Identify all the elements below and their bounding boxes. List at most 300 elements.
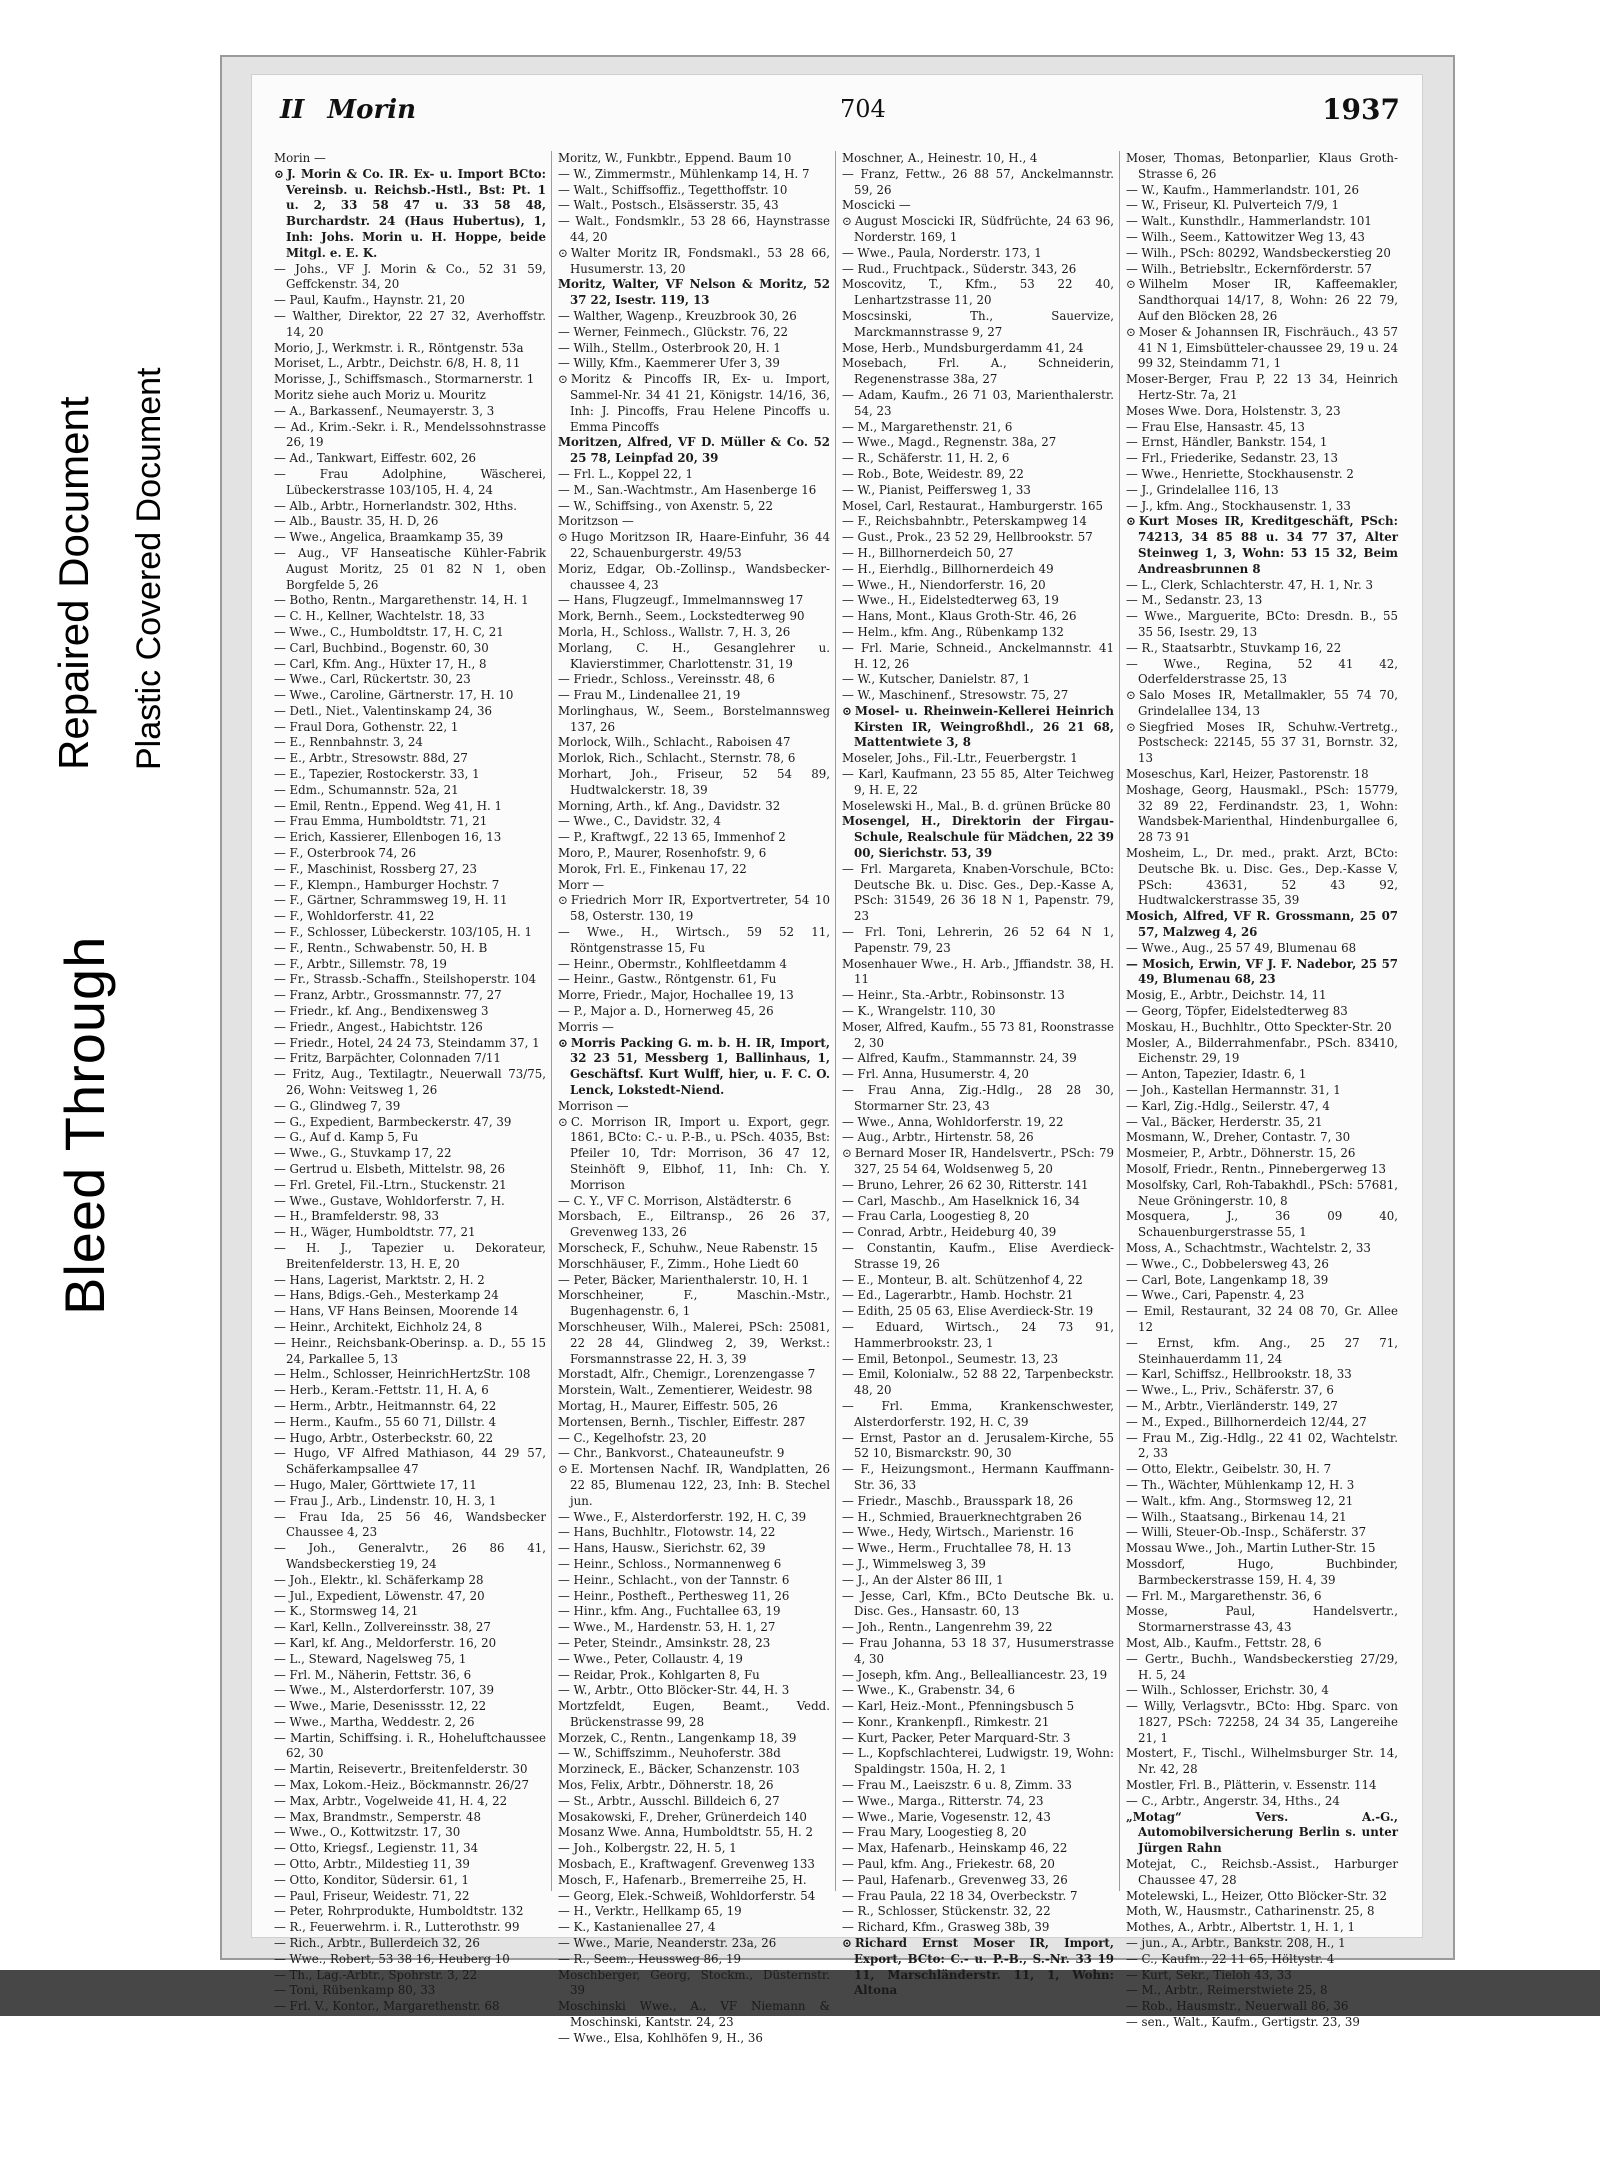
directory-entry (842, 1715, 1114, 1731)
entry-text: — Wwe., Regina, 52 41 42, Oderfelderstrasse 25, 13 (1126, 656, 1398, 687)
company-mark-icon: ⊙ (558, 1462, 568, 1477)
entry-text: — Walt., kfm. Ang., Stormsweg 12, 21 (1126, 1493, 1354, 1508)
directory-entry (1126, 1115, 1398, 1131)
entry-text: Moriz, Edgar, Ob.-Zollinsp., Wandsbecker-chaussee 4, 23 (558, 561, 830, 592)
entry-text: — Walt., Kunsthdlr., Hammerlandstr. 101 (1126, 214, 1372, 229)
entry-text: — Jesse, Carl, Kfm., BCto Deutsche Bk. u. Disc. Ges., Hansastr. 60, 13 (842, 1588, 1114, 1619)
directory-entry (558, 1510, 830, 1526)
entry-text: — F., Arbtr., Sillemstr. 78, 19 (274, 956, 447, 971)
directory-entry (274, 1241, 546, 1273)
entry-text: Moselewski H., Mal., B. d. grünen Brücke 80 (842, 798, 1111, 813)
entry-text: — F., Klempn., Hamburger Hochstr. 7 (274, 877, 500, 892)
directory-entry (842, 420, 1114, 436)
entry-text: — Rud., Fruchtpack., Süderstr. 343, 26 (842, 261, 1077, 276)
directory-entry (842, 309, 1114, 341)
entry-text: — Wwe., Martha, Weddestr. 2, 26 (274, 1714, 475, 1729)
directory-entry (1126, 1746, 1398, 1778)
directory-entry (274, 1810, 546, 1826)
directory-entry (842, 1904, 1114, 1920)
directory-entry (842, 277, 1114, 309)
entry-text: — Edith, 25 05 63, Elise Averdieck-Str. 19 (842, 1304, 1094, 1319)
directory-entry (558, 751, 830, 767)
directory-entry (842, 814, 1114, 861)
directory-entry (558, 1115, 830, 1194)
entry-text: — Wilh., Seem., Kattowitzer Weg 13, 43 (1126, 229, 1365, 244)
entry-text: — Heinr., Obermstr., Kohlfleetdamm 4 (558, 956, 787, 971)
entry-text: Mosel, Carl, Restaurat., Hamburgerstr. 165 (842, 498, 1104, 513)
directory-entry (1126, 435, 1398, 451)
directory-entry (558, 183, 830, 199)
entry-text: — Ernst, kfm. Ang., 25 27 71, Steinhauerdamm 11, 24 (1126, 1335, 1398, 1366)
directory-entry (274, 672, 546, 688)
directory-entry (558, 1762, 830, 1778)
directory-entry (842, 214, 1114, 246)
directory-entry (1126, 1952, 1398, 1968)
entry-text: — Frau M., Laeiszstr. 6 u. 8, Zimm. 33 (842, 1778, 1072, 1793)
entry-text: — Val., Bäcker, Herderstr. 35, 21 (1126, 1114, 1323, 1129)
entry-text: — Paul, Hafenarb., Grevenweg 33, 26 (842, 1872, 1068, 1887)
entry-text: — Wwe., Herm., Fruchtallee 78, H. 13 (842, 1541, 1072, 1556)
directory-entry (274, 735, 546, 751)
entry-text: — Herm., Arbtr., Heitmannstr. 64, 22 (274, 1398, 497, 1413)
entry-text: — Frau Emma, Humboldtstr. 71, 21 (274, 814, 488, 829)
directory-entry (1126, 1036, 1398, 1068)
company-mark-icon: ⊙ (558, 372, 568, 387)
entry-text: — Heinr., Schlacht., von der Tannstr. 6 (558, 1572, 790, 1587)
directory-entry (558, 1367, 830, 1383)
entry-text: — Alfred, Kaufm., Stammannstr. 24, 39 (842, 1051, 1077, 1066)
directory-entry (1126, 1462, 1398, 1478)
directory-entry (558, 372, 830, 435)
entry-text: — Joh., Elektr., kl. Schäferkamp 28 (274, 1572, 484, 1587)
directory-entry (1126, 688, 1398, 720)
entry-text: — H. J., Tapezier u. Dekorateur, Breitenfelderstr. 13, H. E, 20 (274, 1240, 546, 1271)
directory-entry (558, 483, 830, 499)
directory-entry (274, 1162, 546, 1178)
entry-text: — Frl. Marie, Schneid., Anckelmannstr. 41 H. 12, 26 (842, 640, 1114, 671)
entry-text: — M., Arbtr., Vierländerstr. 149, 27 (1126, 1398, 1338, 1413)
entry-text: — Erich, Kassierer, Ellenbogen 16, 13 (274, 830, 502, 845)
entry-text: Morisse, J., Schiffsmasch., Stormarnerstr. 1 (274, 372, 535, 387)
directory-entry (274, 878, 546, 894)
entry-text: Moseschus, Karl, Heizer, Pastorenstr. 18 (1126, 767, 1369, 782)
entry-text: Morhart, Joh., Friseur, 52 54 89, Hudtwalckerstr. 18, 39 (558, 767, 830, 797)
entry-text: — W., Zimmermstr., Mühlenkamp 14, H. 7 (558, 166, 810, 181)
directory-entry (1126, 499, 1398, 515)
directory-entry (274, 751, 546, 767)
entry-text: — Reidar, Prok., Kohlgarten 8, Fu (558, 1667, 760, 1682)
directory-entry (558, 925, 830, 957)
entry-text: — Wwe., Anna, Wohldorferstr. 19, 22 (842, 1114, 1064, 1129)
directory-entry (274, 1225, 546, 1241)
directory-entry (274, 1320, 546, 1336)
directory-entry (558, 309, 830, 325)
entry-text: — Wwe., Elsa, Kohlhöfen 9, H., 36 (558, 2030, 763, 2045)
entry-text: — Frl. Margareta, Knaben-Vorschule, BCto: Deutsche Bk. u. Disc. Ges., Dep.-Kasse A, PSch: 31549, 26 36 18 N 1, Papenstr. 79, 23 (842, 861, 1114, 924)
entry-text: — A., Barkassenf., Neumayerstr. 3, 3 (274, 403, 495, 418)
entry-text: — Wwe., Angelica, Braamkamp 35, 39 (274, 530, 504, 545)
entry-text: — Heinr., Architekt, Eichholz 24, 8 (274, 1319, 483, 1334)
entry-text: — Max, Lokom.-Heiz., Böckmannstr. 26/27 (274, 1778, 530, 1793)
directory-entry (1126, 1889, 1398, 1905)
entry-text: — jun., A., Arbtr., Bankstr. 208, H., 1 (1126, 1936, 1346, 1951)
directory-entry (842, 246, 1114, 262)
directory-entry (274, 514, 546, 530)
directory-entry (274, 1983, 546, 1999)
company-mark-icon: ⊙ (274, 166, 284, 181)
entry-text: — Fritz, Aug., Textilagtr., Neuerwall 73/75, 26, Wohn: Veitsweg 1, 26 (274, 1067, 546, 1098)
directory-entry (274, 1036, 546, 1052)
directory-entry (1126, 1383, 1398, 1399)
entry-text: — Edm., Schumannstr. 52a, 21 (274, 782, 459, 797)
entry-text: — G., Glindweg 7, 39 (274, 1098, 401, 1113)
entry-text: Morzineck, E., Bäcker, Schanzenstr. 103 (558, 1762, 800, 1777)
page-number: 704 (840, 95, 886, 123)
entry-text: — Ernst, Pastor an d. Jerusalem-Kirche, 55 52 10, Bismarckstr. 90, 30 (842, 1430, 1114, 1461)
directory-entry (558, 1036, 830, 1099)
directory-entry (1126, 1857, 1398, 1889)
directory-entry (1126, 657, 1398, 689)
directory-entry (274, 1589, 546, 1605)
entry-text: — Hugo, Maler, Görttwiete 17, 11 (274, 1477, 477, 1492)
directory-entry (842, 388, 1114, 420)
directory-entry (274, 1194, 546, 1210)
directory-entry (842, 1699, 1114, 1715)
entry-text: — Rob., Hausmstr., Neuerwall 86, 36 (1126, 1999, 1349, 2014)
entry-text: Mosquera, J., 36 09 40, Schauenburgerstrasse 55, 1 (1126, 1209, 1398, 1240)
directory-entry (274, 972, 546, 988)
entry-text: — Hans, Bdigs.-Geh., Mesterkamp 24 (274, 1288, 499, 1303)
directory-entry (558, 1794, 830, 1810)
entry-text: — Adam, Kaufm., 26 71 03, Marienthalerstr. 54, 23 (842, 387, 1114, 418)
directory-entry (274, 688, 546, 704)
entry-text: Mosig, E., Arbtr., Deichstr. 14, 11 (1126, 988, 1327, 1003)
entry-text: — W., Friseur, Kl. Pulverteich 7/9, 1 (1126, 198, 1340, 213)
entry-text: — Otto, Arbtr., Mildestieg 11, 39 (274, 1857, 470, 1872)
directory-entry (842, 862, 1114, 925)
directory-entry (274, 356, 546, 372)
directory-entry (274, 1936, 546, 1952)
directory-entry (558, 688, 830, 704)
directory-entry (1126, 1636, 1398, 1652)
directory-entry (1126, 1099, 1398, 1115)
entry-text: — Frl. Emma, Krankenschwester, Alsterdorferstr. 192, H. C, 39 (842, 1398, 1114, 1429)
entry-text: — H., Verktr., Hellkamp 65, 19 (558, 1904, 742, 1919)
directory-entry (274, 1794, 546, 1810)
entry-text: — Friedr., Hotel, 24 24 73, Steindamm 37, 1 (274, 1035, 540, 1050)
entry-text: — Wwe., F., Alsterdorferstr. 192, H. C, 39 (558, 1509, 807, 1524)
entry-text: — Aug., VF Hanseatische Kühler-Fabrik August Moritz, 25 01 82 N 1, oben Borgfelde 5, 26 (274, 545, 546, 592)
entry-text: — Helm., kfm. Ang., Rübenkamp 132 (842, 624, 1064, 639)
directory-entry (842, 988, 1114, 1004)
directory-entry (558, 1431, 830, 1447)
entry-text: — Frau Anna, Zig.-Hdlg., 28 28 30, Stormarner Str. 23, 43 (842, 1083, 1114, 1113)
entry-text: Mosel- u. Rheinwein-Kellerei Heinrich Kirsten IR, Weingroßhdl., 26 21 68, Mattentwiete 3, 8 (854, 703, 1114, 750)
directory-entry (558, 2031, 830, 2047)
directory-entry (1126, 1810, 1398, 1857)
directory-entry (1126, 1067, 1398, 1083)
entry-text: — Peter, Bäcker, Marienthalerstr. 10, H. 1 (558, 1272, 810, 1287)
entry-text: Mortzfeldt, Eugen, Beamt., Vedd. Brückenstrasse 99, 28 (558, 1699, 830, 1729)
company-mark-icon: ⊙ (842, 703, 852, 718)
entry-text: — E., Rennbahnstr. 3, 24 (274, 735, 423, 750)
entry-text: Morio, J., Werkmstr. i. R., Röntgenstr. 53a (274, 340, 524, 355)
entry-text: — Hans, VF Hans Beinsen, Moorende 14 (274, 1304, 519, 1319)
directory-entry (558, 1383, 830, 1399)
directory-entry (1126, 1288, 1398, 1304)
entry-text: — L., Kopfschlachterei, Ludwigstr. 19, Wohn: Spaldingstr. 150a, H. 2, 1 (842, 1746, 1114, 1777)
entry-text: — Max, Brandmstr., Semperstr. 48 (274, 1809, 481, 1824)
entry-text: — W., Arbtr., Otto Blöcker-Str. 44, H. 3 (558, 1683, 790, 1698)
directory-entry (1126, 909, 1398, 941)
directory-entry (274, 941, 546, 957)
entry-text: — R., Seem., Heussweg 86, 19 (558, 1951, 742, 1966)
entry-text: — Walt., Fondsmklr., 53 28 66, Haynstrasse 44, 20 (558, 214, 830, 244)
entry-text: — Frl. M., Näherin, Fettstr. 36, 6 (274, 1667, 472, 1682)
entry-text: Motelewski, L., Heizer, Otto Blöcker-Str. 32 (1126, 1888, 1387, 1903)
entry-text: — Kurt, Sekr., Tieloh 43, 33 (1126, 1967, 1292, 1982)
entry-text: — C., Arbtr., Angerstr. 34, Hths., 24 (1126, 1793, 1340, 1808)
entry-text: — Wwe., K., Grabenstr. 34, 6 (842, 1683, 1015, 1698)
directory-entry (842, 593, 1114, 609)
directory-entry (1126, 262, 1398, 278)
directory-entry (274, 1825, 546, 1841)
entry-text: — Walther, Wagenp., Kreuzbrook 30, 26 (558, 308, 797, 323)
entry-text: — Wwe., Magd., Regnenstr. 38a, 27 (842, 435, 1057, 450)
entry-text: Mosanz Wwe. Anna, Humboldtstr. 55, H. 2 (558, 1825, 814, 1840)
entry-text: Morstadt, Alfr., Chemigr., Lorenzengasse 7 (558, 1367, 816, 1382)
entry-text: Mosmeier, P., Arbtr., Döhnerstr. 15, 26 (1126, 1146, 1356, 1161)
directory-entry (842, 751, 1114, 767)
entry-text: Morre, Friedr., Major, Hochallee 19, 13 (558, 988, 794, 1003)
entry-text: — Wwe., Gustave, Wohldorferstr. 7, H. (274, 1193, 505, 1208)
directory-entry (1126, 1336, 1398, 1368)
directory-entry (274, 1051, 546, 1067)
company-mark-icon: ⊙ (558, 893, 568, 908)
entry-text: — Joh., Generalvtr., 26 86 41, Wandsbeckerstieg 19, 24 (274, 1541, 546, 1571)
directory-entry (558, 1731, 830, 1747)
directory-entry (558, 704, 830, 736)
entry-text: — Frau J., Arb., Lindenstr. 10, H. 3, 1 (274, 1493, 497, 1508)
directory-column-4 (1126, 151, 1398, 2030)
entry-text: Moth, W., Hausmstr., Catharinenstr. 25, 8 (1126, 1904, 1375, 1919)
directory-entry (1126, 1794, 1398, 1810)
directory-entry (274, 420, 546, 452)
directory-entry (1126, 1478, 1398, 1494)
entry-text: Moser & Johannsen IR, Fischräuch., 43 57 41 N 1, Eimsbütteler-chaussee 29, 19 u. 24 99 32, Steindamm 71, 1 (1138, 324, 1398, 371)
entry-text: — Fritz, Barpächter, Colonnaden 7/11 (274, 1051, 501, 1066)
entry-text: — Frl., Friederike, Sedanstr. 23, 13 (1126, 451, 1338, 466)
entry-text: Morr — (558, 877, 605, 892)
directory-entry (274, 1115, 546, 1131)
directory-entry (1126, 451, 1398, 467)
entry-text: — M., San.-Wachtmstr., Am Hasenberge 16 (558, 482, 817, 497)
directory-entry (558, 151, 830, 167)
directory-entry (558, 341, 830, 357)
directory-entry (558, 1668, 830, 1684)
company-mark-icon: ⊙ (558, 245, 568, 260)
directory-entry (274, 404, 546, 420)
entry-text: — Wwe., C., Davidstr. 32, 4 (558, 814, 721, 829)
directory-entry (842, 467, 1114, 483)
entry-text: Mosolfsky, Carl, Roh-Tabakhdl., PSch: 57681, Neue Gröningerstr. 10, 8 (1126, 1177, 1398, 1208)
directory-entry (842, 704, 1114, 751)
company-mark-icon: ⊙ (558, 1035, 568, 1050)
directory-entry (274, 167, 546, 262)
entry-text: — Mosich, Erwin, VF J. F. Nadebor, 25 57 49, Blumenau 68, 23 (1126, 956, 1398, 987)
entry-text: — Wwe., Paula, Norderstr. 173, 1 (842, 245, 1042, 260)
plastic-covered-document-label: Plastic Covered Document (130, 367, 168, 770)
directory-entry (274, 862, 546, 878)
entry-text: — Peter, Steindr., Amsinkstr. 28, 23 (558, 1635, 771, 1650)
directory-entry (274, 1478, 546, 1494)
entry-text: — Walt., Postsch., Elsässerstr. 35, 43 (558, 198, 779, 213)
directory-entry (558, 814, 830, 830)
entry-text: Morscheck, F., Schuhw., Neue Rabenstr. 15 (558, 1240, 818, 1255)
directory-entry (1126, 514, 1398, 577)
directory-entry (842, 1130, 1114, 1146)
entry-text: — Joseph, kfm. Ang., Bellealliancestr. 23, 19 (842, 1667, 1108, 1682)
entry-text: Mosenhauer Wwe., H. Arb., Jffiandstr. 38, H. 11 (842, 956, 1114, 987)
directory-entry (274, 341, 546, 357)
directory-entry (1126, 846, 1398, 909)
entry-text: — Friedr., Schloss., Vereinsstr. 48, 6 (558, 672, 775, 687)
directory-entry (274, 1699, 546, 1715)
directory-entry (1126, 1510, 1398, 1526)
directory-entry (274, 1857, 546, 1873)
directory-entry (1126, 720, 1398, 767)
directory-entry (842, 1288, 1114, 1304)
entry-text: — Bruno, Lehrer, 26 62 30, Ritterstr. 141 (842, 1177, 1089, 1192)
entry-text: — Anton, Tapezier, Idastr. 6, 1 (1126, 1067, 1307, 1082)
directory-entry (558, 1936, 830, 1952)
entry-text: Mork, Bernh., Seem., Lockstedterweg 90 (558, 609, 805, 624)
directory-entry (274, 1904, 546, 1920)
entry-text: Mostler, Frl. B., Plätterin, v. Essenstr. 114 (1126, 1778, 1377, 1793)
directory-entry (558, 1099, 830, 1115)
entry-text: — Wwe., Marguerite, BCto: Dresdn. B., 55 35 56, Isestr. 29, 13 (1126, 609, 1398, 639)
directory-entry (1126, 198, 1398, 214)
entry-text: — Otto, Kriegsf., Legienstr. 11, 34 (274, 1841, 479, 1856)
volume-label: II (280, 95, 305, 125)
directory-entry (842, 1083, 1114, 1115)
entry-text: — Richard, Kfm., Grasweg 38b, 39 (842, 1920, 1050, 1935)
entry-text: — W., Kutscher, Danielstr. 87, 1 (842, 672, 1031, 687)
entry-text: — Karl, Heiz.-Mont., Pfenningsbusch 5 (842, 1699, 1075, 1714)
directory-entry (842, 1841, 1114, 1857)
year-label: 1937 (1322, 93, 1400, 126)
entry-text: — W., Pianist, Peiffersweg 1, 33 (842, 482, 1031, 497)
directory-entry (558, 1920, 830, 1936)
entry-text: — Willi, Steuer-Ob.-Insp., Schäferstr. 37 (1126, 1525, 1367, 1540)
entry-text: — Willy, Kfm., Kaemmerer Ufer 3, 39 (558, 356, 780, 371)
directory-entry (1126, 988, 1398, 1004)
directory-entry (558, 957, 830, 973)
entry-text: — Friedr., Angest., Habichtstr. 126 (274, 1019, 483, 1034)
directory-entry (842, 1810, 1114, 1826)
entry-text: — Herb., Keram.-Fettstr. 11, H. A, 6 (274, 1383, 489, 1398)
directory-entry (1126, 1130, 1398, 1146)
directory-entry (842, 1857, 1114, 1873)
directory-entry (558, 1810, 830, 1826)
directory-entry (274, 1873, 546, 1889)
directory-entry (274, 309, 546, 341)
directory-entry (842, 578, 1114, 594)
entry-text: — J., An der Alster 86 III, 1 (842, 1572, 1004, 1587)
directory-entry (842, 546, 1114, 562)
entry-text: — M., Exped., Billhornerdeich 12/44, 27 (1126, 1414, 1367, 1429)
entry-text: — E., Monteur, B. alt. Schützenhof 4, 22 (842, 1272, 1083, 1287)
directory-entry (842, 562, 1114, 578)
entry-text: — R., Schlosser, Stückenstr. 32, 22 (842, 1904, 1051, 1919)
entry-text: Moritz, W., Funkbtr., Eppend. Baum 10 (558, 151, 792, 165)
entry-text: — St., Arbtr., Ausschl. Billdeich 6, 27 (558, 1793, 780, 1808)
entry-text: — Karl, Schiffsz., Hellbrookstr. 18, 33 (1126, 1367, 1352, 1382)
directory-entry (558, 1446, 830, 1462)
entry-text: — Alb., Baustr. 35, H. D, 26 (274, 514, 439, 529)
entry-text: — Gertr., Buchh., Wandsbeckerstieg 27/29, H. 5, 24 (1126, 1651, 1398, 1682)
entry-text: — Rich., Arbtr., Bullerdeich 32, 26 (274, 1936, 480, 1951)
entry-text: Moseler, Johs., Fil.-Ltr., Feuerbergstr. 1 (842, 751, 1078, 766)
directory-entry (842, 1889, 1114, 1905)
directory-entry (558, 1968, 830, 2000)
directory-entry (1126, 1968, 1398, 1984)
entry-text: — Conrad, Arbtr., Heideburg 40, 39 (842, 1225, 1057, 1240)
directory-entry (274, 372, 546, 388)
entry-text: — Gust., Prok., 23 52 29, Hellbrookstr. 57 (842, 530, 1093, 545)
directory-entry (274, 1304, 546, 1320)
entry-text: — C. H., Kellner, Wachtelstr. 18, 33 (274, 609, 485, 624)
directory-entry (558, 1462, 830, 1509)
entry-text: Morlinghaus, W., Seem., Borstelmannsweg 137, 26 (558, 703, 830, 734)
entry-text: — Walther, Direktor, 22 27 32, Averhoffstr. 14, 20 (274, 308, 546, 339)
directory-entry (558, 1889, 830, 1905)
directory-entry (274, 625, 546, 641)
entry-text: — Carl, Kfm. Ang., Hüxter 17, H., 8 (274, 656, 487, 671)
bleed-through-label: Bleed Through (53, 935, 116, 1315)
entry-text: — Kurt, Packer, Peter Marquard-Str. 3 (842, 1730, 1071, 1745)
directory-entry (274, 704, 546, 720)
entry-text: — Toni, Rübenkamp 80, 33 (274, 1983, 436, 1998)
directory-entry (1126, 1431, 1398, 1463)
directory-entry (274, 1604, 546, 1620)
entry-text: Moser, Alfred, Kaufm., 55 73 81, Roonstrasse 2, 30 (842, 1019, 1114, 1050)
directory-entry (842, 483, 1114, 499)
entry-text: — Ad., Krim.-Sekr. i. R., Mendelssohnstrasse 26, 19 (274, 419, 546, 450)
directory-entry (1126, 1589, 1398, 1605)
entry-text: Morstein, Walt., Zementierer, Weidestr. 98 (558, 1383, 813, 1398)
company-mark-icon: ⊙ (1126, 719, 1136, 734)
company-mark-icon: ⊙ (1126, 324, 1136, 339)
entry-text: — Georg, Elek.-Schweiß, Wohldorferstr. 54 (558, 1888, 816, 1903)
directory-entry (558, 1020, 830, 1036)
directory-entry (274, 1020, 546, 1036)
entry-text: — Frl. Toni, Lehrerin, 26 52 64 N 1, Papenstr. 79, 23 (842, 925, 1114, 955)
entry-text: Morrison — (558, 1098, 629, 1113)
entry-text: — Hans, Mont., Klaus Groth-Str. 46, 26 (842, 609, 1077, 624)
header-name: Morin (327, 95, 416, 125)
directory-entry (842, 1209, 1114, 1225)
entry-text: — W., Schiffszimm., Neuhoferstr. 38d (558, 1746, 781, 1761)
entry-text: — Emil, Kolonialw., 52 88 22, Tarpenbeckstr. 48, 20 (842, 1367, 1114, 1398)
entry-text: — Heinr., Schloss., Normannenweg 6 (558, 1556, 782, 1571)
directory-entry (558, 988, 830, 1004)
entry-text: — Emil, Restaurant, 32 24 08 70, Gr. Allee 12 (1126, 1304, 1398, 1334)
entry-text: Morlok, Rich., Schlacht., Sternstr. 78, 6 (558, 751, 796, 766)
entry-text: — Georg, Töpfer, Eidelstedterweg 83 (1126, 1004, 1348, 1019)
entry-text: — Alb., Arbtr., Hornerlandstr. 302, Hths. (274, 498, 517, 513)
directory-entry (274, 988, 546, 1004)
